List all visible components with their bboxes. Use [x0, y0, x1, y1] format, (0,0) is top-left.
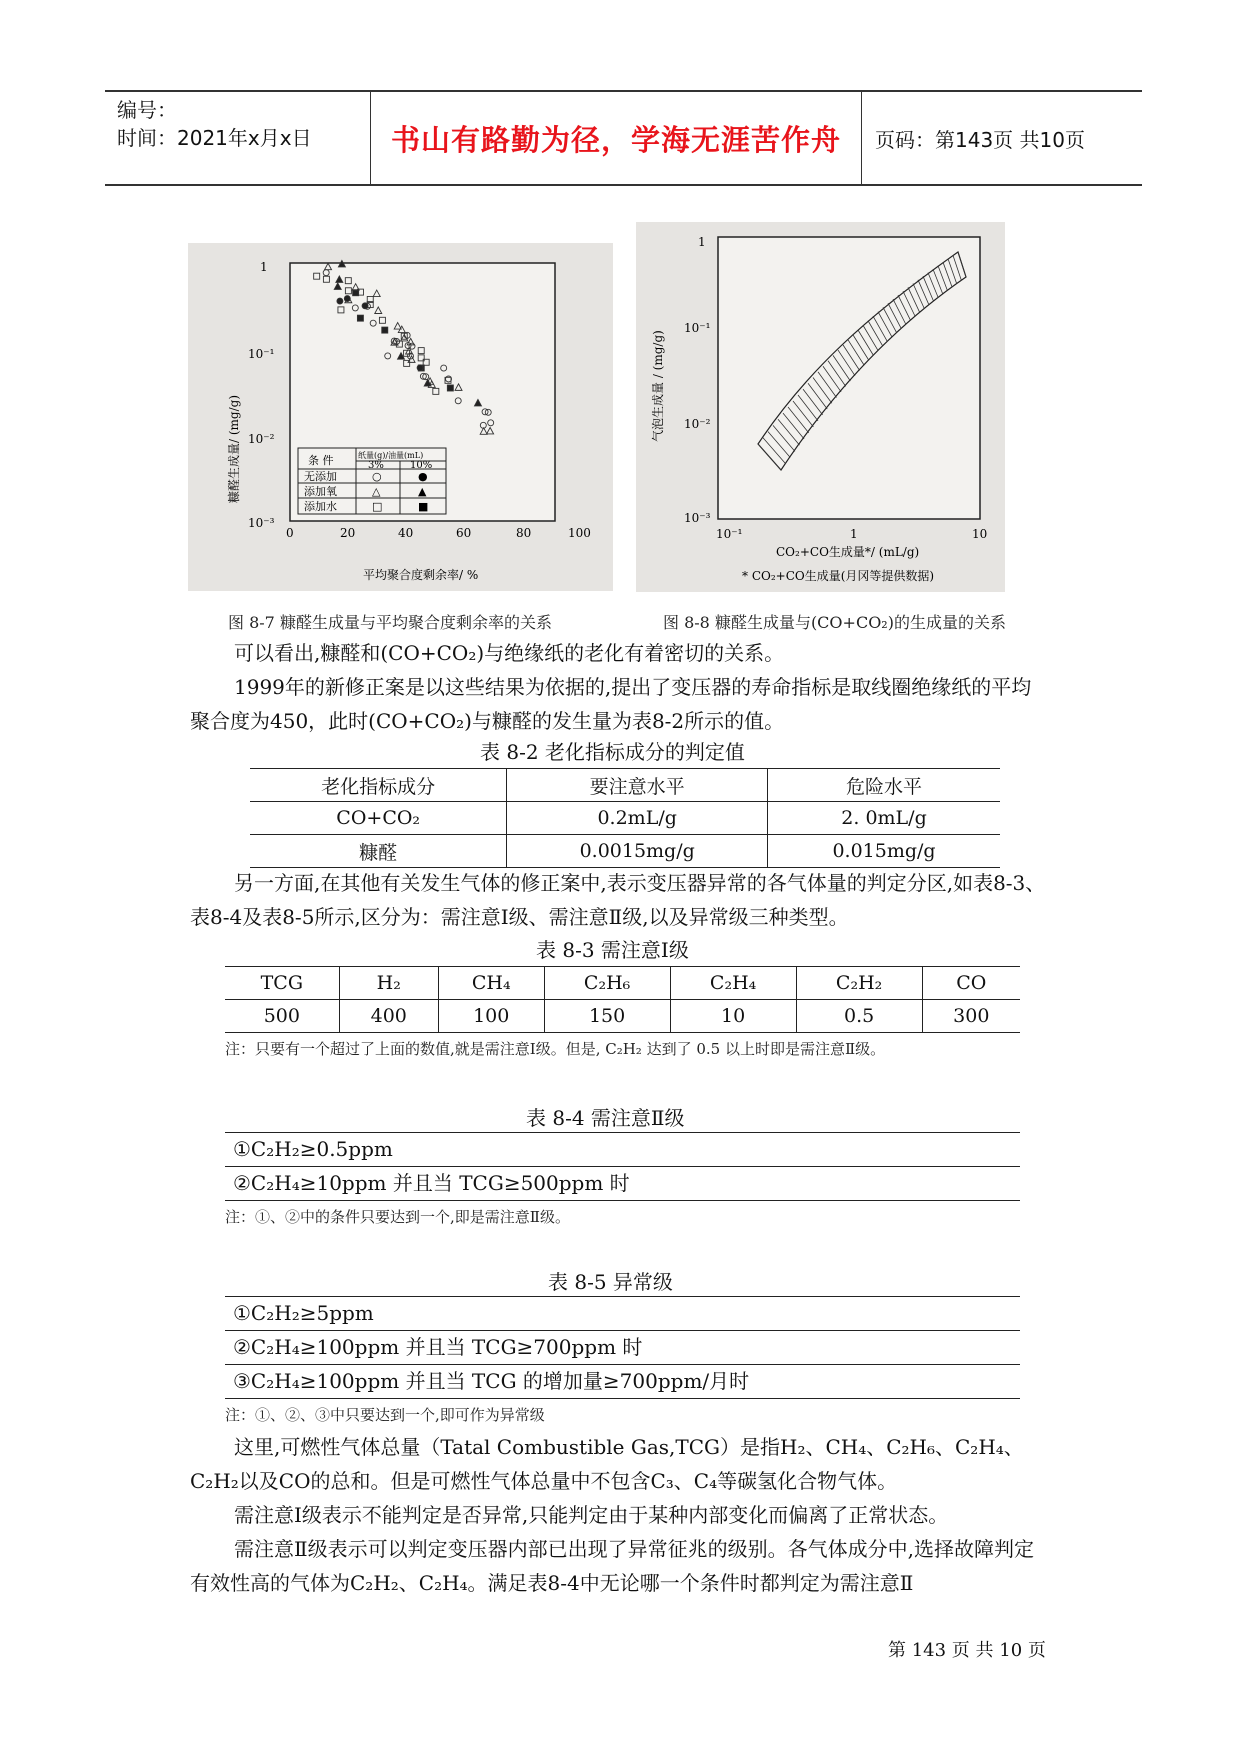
table-header: CO: [922, 967, 1020, 1000]
table-row: ②C₂H₄≥10ppm 并且当 TCG≥500ppm 时: [225, 1167, 1020, 1201]
scatter-marker: [382, 327, 388, 333]
x-tick-100: 100: [568, 526, 591, 540]
table-row: ①C₂H₂≥5ppm: [225, 1296, 1020, 1331]
x-tick-20: 20: [340, 526, 356, 540]
table-row: ②C₂H₄≥100ppm 并且当 TCG≥700ppm 时: [225, 1331, 1020, 1365]
table-header: CH₄: [438, 967, 544, 1000]
table-cell: 400: [339, 1000, 438, 1033]
paragraph-5: 需注意Ⅰ级表示不能判定是否异常,只能判定由于某种内部变化而偏离了正常状态。: [234, 1503, 949, 1527]
table-header: C₂H₆: [544, 967, 670, 1000]
x-tick-60: 60: [456, 526, 472, 540]
y-tick-2: 10⁻¹: [248, 347, 275, 361]
x-tick-1: 10⁻¹: [716, 527, 743, 541]
scatter-marker: [362, 303, 368, 309]
table-header: 危险水平: [768, 769, 1000, 802]
table-8-4-caption: 表 8-4 需注意Ⅱ级: [526, 1106, 685, 1130]
y-tick-1: 1: [698, 235, 706, 249]
table-row: ③C₂H₄≥100ppm 并且当 TCG 的增加量≥700ppm/月时: [225, 1365, 1020, 1399]
table-header: C₂H₄: [670, 967, 796, 1000]
x-tick-3: 10: [972, 527, 988, 541]
y-tick-3: 10⁻²: [248, 432, 275, 446]
y-tick-2: 10⁻¹: [684, 321, 711, 335]
figure-8-7-caption: 图 8-7 糠醛生成量与平均聚合度剩余率的关系: [228, 613, 552, 632]
x-tick-2: 1: [850, 527, 858, 541]
y-axis-label: 糠醛生成量/ (mg/g): [227, 394, 241, 503]
table-header: TCG: [260, 972, 304, 994]
legend-3-head: 3%: [368, 460, 384, 471]
time-label: 时间：2021年x月x日: [117, 126, 312, 150]
legend-paper-head: 纸量(g)/油量(mL): [358, 451, 424, 460]
table-cell: CO+CO₂: [250, 802, 507, 835]
table-8-3-caption: 表 8-3 需注意Ⅰ级: [536, 938, 689, 962]
table-8-4: [225, 1132, 1020, 1201]
table-8-5-note: 注：①、②、③中只要达到一个,即可作为异常级: [225, 1406, 545, 1424]
legend-sym-2a: △: [372, 485, 381, 498]
paragraph-2: 1999年的新修正案是以这些结果为依据的,提出了变压器的寿命指标是取线圈绝缘纸的平均聚合度为450，此时(CO+CO₂)与糠醛的发生量为表8-2所示的值。: [190, 675, 1032, 733]
paragraph-6: 需注意Ⅱ级表示可以判定变压器内部已出现了异常征兆的级别。各气体成分中,选择故障判定有效性高的气体为C₂H₂、C₂H₄。满足表8-4中无论哪一个条件时都判定为需注意Ⅱ: [190, 1537, 1034, 1595]
legend-sym-1b: ●: [418, 470, 428, 483]
legend-cond-1: 无添加: [304, 470, 337, 483]
y-tick-1: 1: [260, 260, 268, 274]
table-8-5-caption: 表 8-5 异常级: [548, 1270, 673, 1294]
scatter-marker: [357, 315, 363, 321]
table-row: [225, 1000, 1020, 1033]
table-header: 要注意水平: [507, 769, 768, 802]
legend-box: [298, 448, 446, 514]
table-header: 老化指标成分: [321, 775, 436, 798]
table-cell: 0.0015mg/g: [507, 835, 768, 868]
table-8-2: [250, 768, 1000, 868]
table-cell: 150: [544, 1000, 670, 1033]
band-plot: [636, 222, 1005, 592]
motto-title: 书山有路勤为径，学海无涯苦作舟: [370, 92, 862, 184]
figure-8-7: [188, 243, 613, 591]
scatter-marker: [344, 296, 350, 302]
legend-10-head: 10%: [410, 460, 433, 471]
scatter-marker: [447, 385, 453, 391]
scatter-marker: [337, 298, 343, 304]
paragraph-3: 另一方面,在其他有关发生气体的修正案中,表示变压器异常的各气体量的判定分区,如表8-3、表8-4及表8-5所示,区分为：需注意Ⅰ级、需注意Ⅱ级,以及异常级三种类型。: [190, 871, 1046, 929]
figure-footnote: * CO₂+CO生成量(月冈等提供数据): [742, 569, 935, 583]
table-cell: 0.2mL/g: [507, 802, 768, 835]
table-8-2-caption: 表 8-2 老化指标成分的判定值: [480, 740, 745, 764]
x-tick-40: 40: [398, 526, 414, 540]
legend-sym-3b: ■: [418, 500, 429, 513]
scatter-marker: [417, 365, 423, 371]
legend-sym-2b: ▲: [418, 485, 427, 498]
serial-label: 编号：: [117, 98, 177, 122]
paragraph-4: 这里,可燃性气体总量（Tatal Combustible Gas,TCG）是指H₂、CH₄、C₂H₆、C₂H₄、C₂H₂以及CO的总和。但是可燃性气体总量中不包含C₃、C₄等碳氢化合物气体。: [190, 1435, 1024, 1493]
scatter-plot: [188, 243, 613, 591]
table-cell: 0.5: [796, 1000, 922, 1033]
y-tick-3: 10⁻²: [684, 417, 711, 431]
x-tick-80: 80: [516, 526, 532, 540]
legend-cond-head: 条 件: [308, 454, 334, 467]
x-axis-label: CO₂+CO生成量*/ (mL/g): [776, 545, 920, 559]
y-tick-4: 10⁻³: [248, 516, 275, 530]
table-8-3: [225, 966, 1020, 1033]
table-row: [250, 802, 1000, 835]
figure-8-8-caption: 图 8-8 糠醛生成量与(CO+CO₂)的生成量的关系: [663, 613, 1006, 632]
table-row: ①C₂H₂≥0.5ppm: [225, 1132, 1020, 1167]
page-footer: 第 143 页 共 10 页: [888, 1640, 1046, 1661]
table-8-5: [225, 1296, 1020, 1399]
table-cell: 10: [670, 1000, 796, 1033]
table-cell: 100: [438, 1000, 544, 1033]
figure-8-8: [636, 222, 1005, 592]
legend-cond-2: 添加氧: [304, 485, 337, 498]
y-axis-label: 气泡生成量 / (mg/g): [651, 330, 665, 442]
x-axis-label: 平均聚合度剩余率/ %: [363, 568, 479, 582]
y-tick-4: 10⁻³: [684, 511, 711, 525]
page-header: [105, 90, 1142, 186]
table-8-3-note: 注：只要有一个超过了上面的数值,就是需注意Ⅰ级。但是, C₂H₂ 达到了 0.5 以上时即是需注意Ⅱ级。: [225, 1040, 886, 1058]
legend-cond-3: 添加水: [304, 500, 337, 513]
table-cell: 2. 0mL/g: [768, 802, 1000, 835]
table-row: [250, 835, 1000, 868]
table-cell: 糠醛: [250, 835, 507, 868]
table-8-4-note: 注：①、②中的条件只要达到一个,即是需注意Ⅱ级。: [225, 1208, 570, 1226]
legend-sym-3a: □: [372, 500, 383, 513]
table-cell: 500: [225, 1000, 339, 1033]
x-tick-0: 0: [286, 526, 294, 540]
table-cell: 0.015mg/g: [768, 835, 1000, 868]
paragraph-1: 可以看出,糠醛和(CO+CO₂)与绝缘纸的老化有着密切的关系。: [234, 641, 785, 665]
table-header: H₂: [339, 967, 438, 1000]
header-info: [117, 96, 312, 152]
legend-sym-1a: ○: [372, 470, 382, 483]
table-header: C₂H₂: [796, 967, 922, 1000]
page-indicator: 页码：第143页 共10页: [875, 127, 1085, 152]
table-cell: 300: [922, 1000, 1020, 1033]
